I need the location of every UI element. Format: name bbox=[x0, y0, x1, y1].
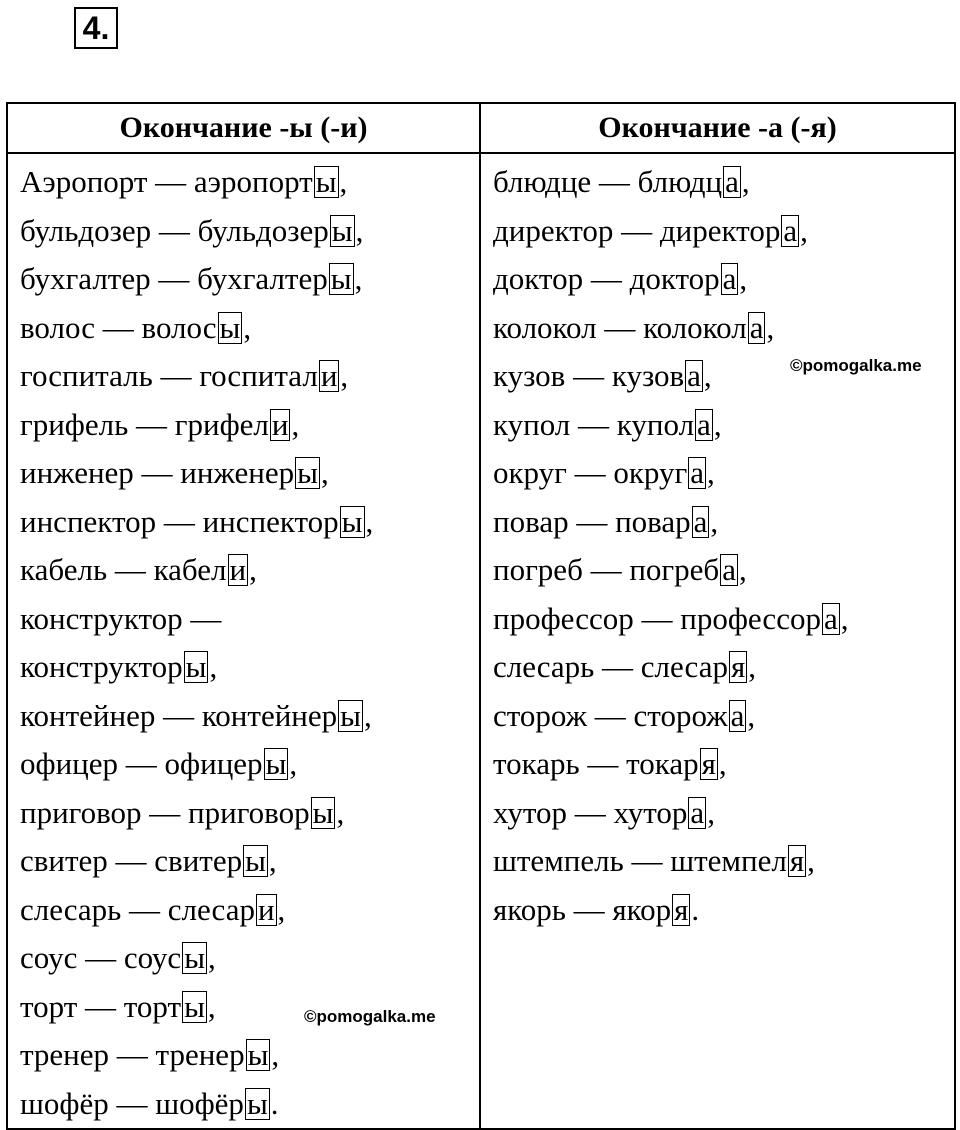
word-stem: шофёр — шофёр bbox=[20, 1085, 244, 1121]
punctuation: , bbox=[363, 697, 372, 733]
boxed-ending: я bbox=[789, 843, 805, 878]
word-stem: бульдозер — бульдозер bbox=[20, 212, 329, 248]
boxed-ending: ы bbox=[315, 164, 337, 199]
col1-cell bbox=[7, 153, 480, 1129]
boxed-ending: а bbox=[690, 455, 704, 490]
word-line bbox=[493, 692, 954, 741]
word-line bbox=[20, 1031, 479, 1080]
word-line bbox=[20, 692, 479, 741]
word-stem: округ — округ bbox=[493, 455, 688, 490]
word-line bbox=[20, 886, 479, 935]
word-stem: сторож — сторож bbox=[493, 697, 728, 733]
boxed-ending: а bbox=[783, 212, 798, 248]
punctuation: , bbox=[243, 309, 252, 345]
word-line bbox=[493, 595, 954, 644]
boxed-ending: ы bbox=[246, 1085, 268, 1121]
task-number: 4. bbox=[74, 7, 118, 49]
boxed-ending: а bbox=[697, 406, 711, 442]
word-line bbox=[20, 498, 479, 547]
punctuation: . bbox=[270, 1085, 279, 1121]
punctuation: , bbox=[707, 794, 715, 830]
boxed-ending: ы bbox=[330, 261, 352, 296]
boxed-ending: и bbox=[257, 891, 275, 927]
col2-cell bbox=[480, 153, 955, 1129]
word-line bbox=[493, 643, 954, 692]
punctuation: . bbox=[691, 891, 700, 927]
boxed-ending: а bbox=[823, 600, 838, 636]
word-stem: Аэропорт — аэропорт bbox=[20, 164, 313, 199]
punctuation: , bbox=[340, 358, 349, 393]
word-stem: повар — повар bbox=[493, 503, 691, 539]
punctuation: , bbox=[277, 891, 286, 927]
boxed-ending: и bbox=[320, 358, 338, 393]
watermark: ©pomogalka.me bbox=[790, 356, 922, 375]
word-stem: хутор — хутор bbox=[493, 794, 688, 830]
word-line bbox=[493, 304, 954, 353]
word-line bbox=[493, 158, 954, 207]
word-stem: свитер — свитер bbox=[20, 843, 243, 878]
word-stem: офицер — офицер bbox=[20, 746, 263, 781]
boxed-ending: а bbox=[693, 503, 708, 539]
word-stem: кузов — кузов bbox=[493, 358, 685, 393]
word-stem: директор — директор bbox=[493, 212, 781, 248]
word-stem: доктор — доктор bbox=[493, 261, 720, 296]
word-stem: приговор — приговор bbox=[20, 794, 310, 830]
word-stem: грифель — грифел bbox=[20, 406, 269, 442]
boxed-ending: и bbox=[229, 552, 247, 587]
punctuation: , bbox=[271, 1037, 280, 1072]
word-line bbox=[20, 740, 479, 789]
boxed-ending: и bbox=[271, 406, 289, 442]
word-line bbox=[493, 498, 954, 547]
punctuation: , bbox=[713, 406, 722, 442]
word-stem: колокол — колокол bbox=[493, 309, 747, 345]
word-line bbox=[493, 740, 954, 789]
word-stem: штемпель — штемпел bbox=[493, 843, 787, 878]
word-stem: инспектор — инспектор bbox=[20, 503, 339, 539]
word-line bbox=[20, 304, 479, 353]
punctuation: , bbox=[739, 261, 748, 296]
boxed-ending: а bbox=[687, 358, 701, 393]
boxed-ending: ы bbox=[219, 309, 241, 345]
word-stem: тренер — тренер bbox=[20, 1037, 245, 1072]
punctuation: , bbox=[354, 261, 363, 296]
boxed-ending: ы bbox=[184, 988, 205, 1024]
word-line bbox=[20, 789, 479, 838]
boxed-ending: ы bbox=[341, 503, 363, 539]
word-stem: бухгалтер — бухгалтер bbox=[20, 261, 328, 296]
word-stem: токарь — токар bbox=[493, 746, 699, 781]
word-line bbox=[493, 886, 954, 935]
punctuation: , bbox=[738, 552, 747, 587]
boxed-ending: а bbox=[725, 164, 739, 199]
boxed-ending: а bbox=[690, 794, 705, 830]
col2-header: Окончание -а (-я) bbox=[480, 103, 955, 153]
boxed-ending: ы bbox=[331, 212, 353, 248]
word-line bbox=[493, 207, 954, 256]
boxed-ending: а bbox=[730, 697, 745, 733]
punctuation: , bbox=[207, 988, 216, 1024]
word-line bbox=[20, 207, 479, 256]
word-line bbox=[20, 352, 479, 401]
punctuation: , bbox=[336, 794, 345, 830]
word-line bbox=[20, 158, 479, 207]
punctuation: , bbox=[208, 940, 216, 975]
word-line bbox=[493, 255, 954, 304]
col1-header: Окончание -ы (-и) bbox=[7, 103, 480, 153]
word-line bbox=[20, 837, 479, 886]
punctuation: , bbox=[807, 843, 815, 878]
word-line bbox=[493, 789, 954, 838]
boxed-ending: я bbox=[701, 746, 716, 781]
punctuation: , bbox=[800, 212, 808, 248]
punctuation: , bbox=[710, 503, 719, 539]
boxed-ending: ы bbox=[247, 1037, 269, 1072]
boxed-ending: ы bbox=[265, 746, 287, 781]
word-line bbox=[20, 643, 479, 692]
punctuation: , bbox=[741, 164, 750, 199]
boxed-ending: ы bbox=[245, 843, 266, 878]
word-stem: профессор — профессор bbox=[493, 600, 821, 636]
word-line bbox=[20, 1080, 479, 1129]
word-line bbox=[20, 255, 479, 304]
word-stem: погреб — погреб bbox=[493, 552, 720, 587]
punctuation: , bbox=[703, 358, 712, 393]
punctuation: , bbox=[339, 164, 348, 199]
word-line bbox=[20, 934, 479, 983]
punctuation: , bbox=[365, 503, 374, 539]
boxed-ending: ы bbox=[297, 455, 318, 490]
word-line bbox=[20, 401, 479, 450]
punctuation: , bbox=[249, 552, 257, 587]
punctuation: , bbox=[355, 212, 364, 248]
word-stem: конструктор — bbox=[20, 600, 222, 636]
word-line bbox=[493, 449, 954, 498]
word-stem: контейнер — контейнер bbox=[20, 697, 338, 733]
punctuation: , bbox=[268, 843, 277, 878]
punctuation: , bbox=[320, 455, 329, 490]
watermark: ©pomogalka.me bbox=[304, 1007, 436, 1026]
boxed-ending: ы bbox=[312, 794, 334, 830]
boxed-ending: я bbox=[674, 891, 689, 927]
word-stem: купол — купол bbox=[493, 406, 695, 442]
word-line bbox=[20, 595, 479, 644]
word-line bbox=[493, 837, 954, 886]
punctuation: , bbox=[289, 746, 298, 781]
word-stem: кабель — кабел bbox=[20, 552, 227, 587]
word-line bbox=[493, 546, 954, 595]
endings-table bbox=[6, 102, 956, 1130]
punctuation: , bbox=[707, 455, 715, 490]
punctuation: , bbox=[747, 697, 756, 733]
punctuation: , bbox=[291, 406, 300, 442]
word-stem: соус — соус bbox=[20, 940, 182, 975]
word-stem: госпиталь — госпитал bbox=[20, 358, 318, 393]
table-header-row bbox=[7, 103, 955, 153]
word-stem: якорь — якор bbox=[493, 891, 672, 927]
boxed-ending: ы bbox=[184, 940, 206, 975]
boxed-ending: а bbox=[749, 309, 764, 345]
punctuation: , bbox=[748, 649, 756, 684]
boxed-ending: а bbox=[722, 261, 737, 296]
boxed-ending: а bbox=[722, 552, 736, 587]
boxed-ending: ы bbox=[185, 649, 207, 684]
word-stem: инженер — инженер bbox=[20, 455, 295, 490]
punctuation: , bbox=[209, 649, 218, 684]
table-body-row bbox=[7, 153, 955, 1129]
word-stem: блюдце — блюдц bbox=[493, 164, 723, 199]
punctuation: , bbox=[840, 600, 849, 636]
punctuation: , bbox=[718, 746, 727, 781]
word-stem: волос — волос bbox=[20, 309, 217, 345]
word-line bbox=[493, 401, 954, 450]
boxed-ending: я bbox=[730, 649, 746, 684]
word-stem: слесарь — слесар bbox=[20, 891, 255, 927]
punctuation: , bbox=[766, 309, 775, 345]
word-line bbox=[20, 546, 479, 595]
word-stem: слесарь — слесар bbox=[493, 649, 728, 684]
boxed-ending: ы bbox=[340, 697, 361, 733]
word-stem: конструктор bbox=[20, 649, 183, 684]
word-line bbox=[20, 449, 479, 498]
word-stem: торт — торт bbox=[20, 988, 182, 1024]
